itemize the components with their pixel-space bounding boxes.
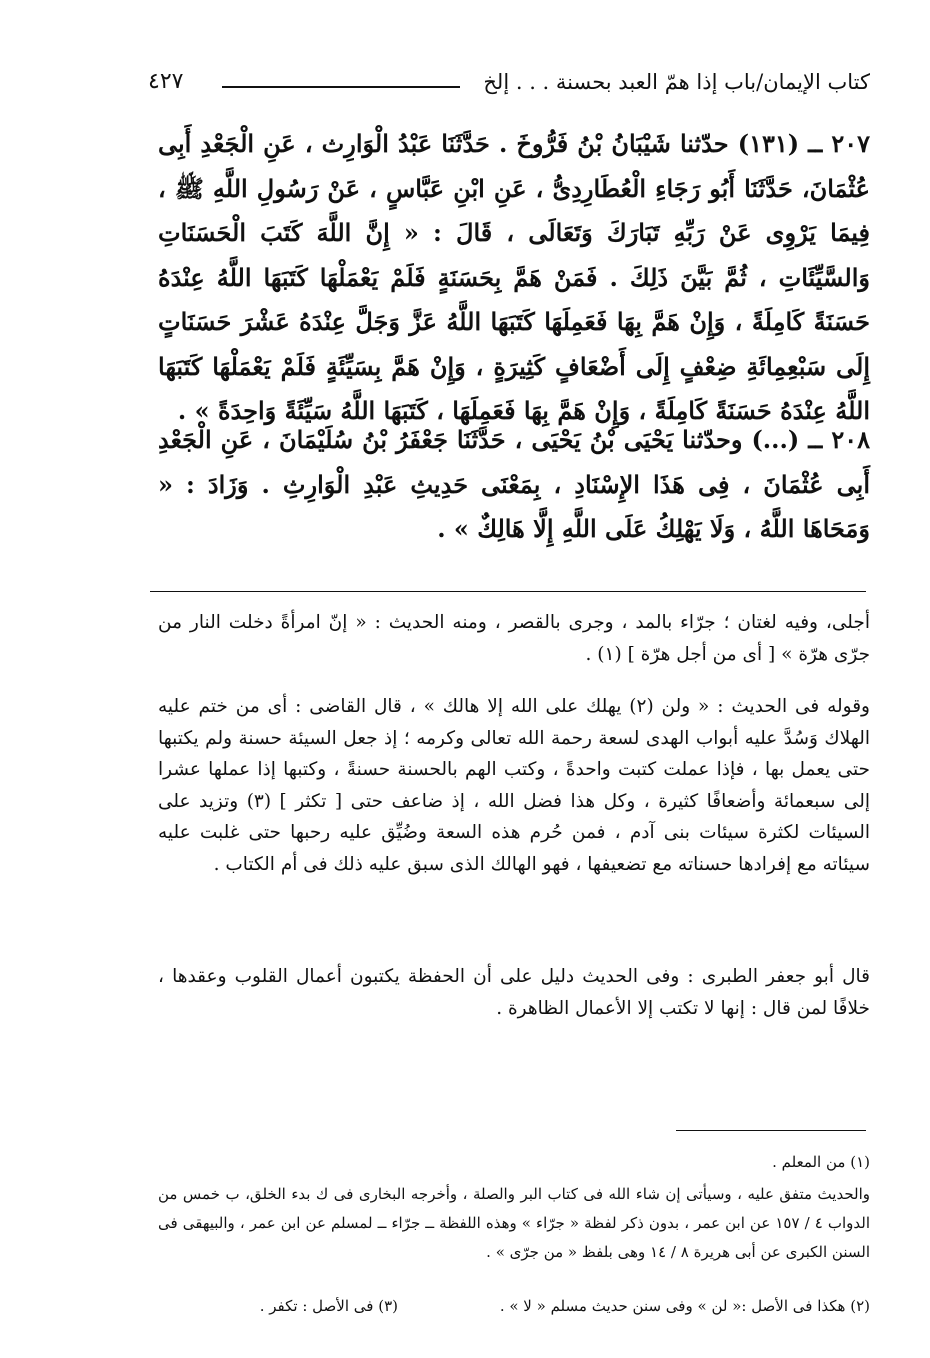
hadith-207: ٢٠٧ ــ (١٣١) حدّثنا شَيْبَانُ بْنُ فَرُّوخَ . حَدَّثَنَا عَبْدُ الْوَارِث ، عَنِ الْجَعْدِ أَبِى عُثْمَانَ، حَدَّثَنَا أَبُو رَجَاءِ الْعُطَارِدِىُّ ، عَنِ ابْنِ عَبَّاسٍ ، عَنْ رَسُولِ اللَّهِ ﷺ ، فِيمَا يَرْوِى عَنْ رَبِّهِ تَبَارَكَ وَتَعَالَى ، قَالَ : « إِنَّ اللَّهَ كَتَبَ الْحَسَنَاتِ وَالسَّيِّئَاتِ ، ثُمَّ بَيَّنَ ذَلِكَ . فَمَنْ هَمَّ بِحَسَنَةٍ فَلَمْ يَعْمَلْهَا كَتَبَهَا اللَّهُ عِنْدَهُ حَسَنَةً كَامِلَةً ، وَإِنْ هَمَّ بِهَا فَعَمِلَهَا كَتَبَهَا اللَّهُ عَزَّ وَجَلَّ عِنْدَهُ عَشْرَ حَسَنَاتٍ إِلَى سَبْعِمِائَةِ ضِعْفٍ إِلَى أَضْعَافٍ كَثِيرَةٍ ، وَإِنْ هَمَّ بِسَيِّئَةٍ فَلَمْ يَعْمَلْهَا كَتَبَهَا اللَّهُ عِنْدَهُ حَسَنَةً كَامِلَةً ، وَإِنْ هَمَّ بِهَا فَعَمِلَهَا ، كَتَبَهَا اللَّهُ سَيِّئَةً وَاحِدَةً » . — [158, 129, 870, 425]
commentary-paragraph: قال أبو جعفر الطبرى : وفى الحديث دليل على أن الحفظة يكتبون أعمال القلوب وعقدها ، خلافًا لمن قال : إنها لا تكتب إلا الأعمال الظاهرة . — [158, 966, 870, 1019]
commentary-paragraph: وقوله فى الحديث : « ولن (٢) يهلك على الله إلا هالك » ، قال القاضى : أى من ختم عليه الهلاك وَسُدَّ عليه أبواب الهدى لسعة رحمة الله تعالى وكرمه ؛ إذ جعل السيئة حسنة ولم يكتبها حتى يعمل بها ، فإذا عملت كتبت واحدةً ، وكتب الهم بالحسنة حسنةً ، وكتبها إذا عملها عشرا إلى سبعمائة وأضعافًا كثيرة ، وكل هذا فضل الله ، إذ ضاعف حتى [ تكثر ] (٣) وتزيد على السيئات لكثرة سيئات بنى آدم ، فمن حُرم هذه السعة وضُيِّق عليه رحبها حتى غلبت عليه سيئاته مع إفرادها حسناته مع تضعيفها ، فهو الهالك الذى سبق عليه ذلك فى أم الكتاب . — [158, 696, 870, 875]
footnote-1-detail: والحديث متفق عليه ، وسيأتى إن شاء الله فى كتاب البر والصلة ، وأخرجه البخارى فى ك بدء الخلق، ب خمس من الدواب ٤ / ١٥٧ عن ابن عمر ، بدون ذكر لفظة « جرّاء » وهذه اللفظة ــ جرّاء ــ لمسلم عن ابن عمر ، والبيهقى فى السنن الكبرى عن أبى هريرة ٨ / ١٤ وهى بلفظ « من جرّى » . — [158, 1185, 870, 1261]
hadith-208: ٢٠٨ ــ (...) وحدّثنا يَحْيَى بْنُ يَحْيَى ، حَدَّثَنَا جَعْفَرُ بْنُ سُلَيْمَانَ ، عَنِ الْجَعْدِ أَبِى عُثْمَانَ ، فِى هَذَا الإِسْنَادِ ، بِمَعْنَى حَدِيثِ عَبْدِ الْوَارِثِ . وَزَادَ : « وَمَحَاهَا اللَّهُ ، وَلَا يَهْلِكُ عَلَى اللَّهِ إِلَّا هَالِكٌ » . — [158, 425, 870, 543]
footnote-3: (٣) فى الأصل : تكفر . — [259, 1297, 398, 1315]
footnote-2: (٢) هكذا فى الأصل :« لن » وفى سنن حديث مسلم « لا » . — [499, 1297, 870, 1315]
page-number: ٤٢٧ — [148, 69, 184, 94]
chapter-title: كتاب الإيمان/باب إذا همّ العبد بحسنة . . . إلخ — [483, 70, 870, 94]
commentary-separator — [150, 591, 866, 592]
footnote-1: (١) من المعلم . — [772, 1153, 870, 1171]
footnotes-row — [158, 1292, 870, 1321]
header-rule — [222, 86, 460, 88]
running-header — [148, 62, 870, 102]
footnote-separator — [676, 1130, 866, 1131]
commentary-paragraph: أجلى، وفيه لغتان ؛ جرّاء بالمد ، وجرى بالقصر ، ومنه الحديث : « إنّ امرأةً دخلت النار من جرّى هرّة » [ أى من أجل هرّة ] (١) . — [158, 612, 870, 665]
